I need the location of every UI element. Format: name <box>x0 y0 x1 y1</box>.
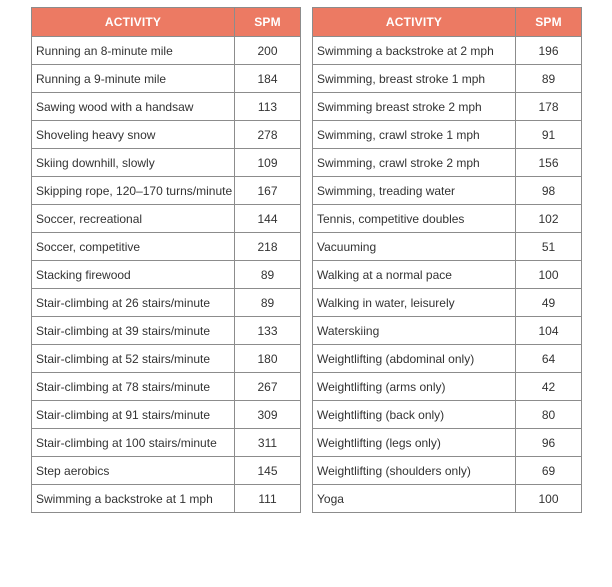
spm-cell: 167 <box>235 177 301 205</box>
spm-cell: 144 <box>235 205 301 233</box>
activity-table-right <box>312 7 582 513</box>
spm-cell: 102 <box>516 205 582 233</box>
spm-cell: 98 <box>516 177 582 205</box>
activity-cell: Stair-climbing at 100 stairs/minute <box>32 429 235 457</box>
table-row <box>32 205 301 233</box>
spm-cell: 89 <box>235 261 301 289</box>
table-row <box>313 149 582 177</box>
spm-cell: 309 <box>235 401 301 429</box>
table-row <box>313 373 582 401</box>
activity-cell: Swimming, crawl stroke 2 mph <box>313 149 516 177</box>
activity-cell: Swimming breast stroke 2 mph <box>313 93 516 121</box>
table-row <box>313 65 582 93</box>
spm-cell: 156 <box>516 149 582 177</box>
activity-cell: Waterskiing <box>313 317 516 345</box>
table-row <box>32 121 301 149</box>
table-row <box>313 429 582 457</box>
activity-cell: Weightlifting (legs only) <box>313 429 516 457</box>
activity-cell: Tennis, competitive doubles <box>313 205 516 233</box>
activity-cell: Sawing wood with a handsaw <box>32 93 235 121</box>
table-row <box>32 261 301 289</box>
activity-cell: Vacuuming <box>313 233 516 261</box>
table-row <box>32 457 301 485</box>
spm-cell: 311 <box>235 429 301 457</box>
spm-cell: 111 <box>235 485 301 513</box>
spm-cell: 184 <box>235 65 301 93</box>
table-row <box>32 429 301 457</box>
spm-cell: 267 <box>235 373 301 401</box>
activity-cell: Swimming, treading water <box>313 177 516 205</box>
activity-cell: Step aerobics <box>32 457 235 485</box>
activity-cell: Swimming a backstroke at 1 mph <box>32 485 235 513</box>
table-row <box>313 289 582 317</box>
activity-cell: Weightlifting (back only) <box>313 401 516 429</box>
spm-cell: 180 <box>235 345 301 373</box>
table-row <box>32 149 301 177</box>
activity-cell: Swimming, breast stroke 1 mph <box>313 65 516 93</box>
activity-cell: Shoveling heavy snow <box>32 121 235 149</box>
spm-cell: 89 <box>235 289 301 317</box>
activity-cell: Soccer, competitive <box>32 233 235 261</box>
activity-cell: Soccer, recreational <box>32 205 235 233</box>
activity-cell: Skiing downhill, slowly <box>32 149 235 177</box>
table-row <box>32 345 301 373</box>
activity-cell: Yoga <box>313 485 516 513</box>
spm-column-header: SPM <box>235 8 301 37</box>
table-row <box>32 233 301 261</box>
activity-cell: Walking at a normal pace <box>313 261 516 289</box>
header-row <box>32 8 301 37</box>
activity-table-left <box>31 7 301 513</box>
spm-column-header: SPM <box>516 8 582 37</box>
activity-cell: Weightlifting (shoulders only) <box>313 457 516 485</box>
table-row <box>313 177 582 205</box>
table-row <box>32 93 301 121</box>
spm-cell: 278 <box>235 121 301 149</box>
table-row <box>313 345 582 373</box>
spm-cell: 89 <box>516 65 582 93</box>
spm-cell: 80 <box>516 401 582 429</box>
spm-cell: 91 <box>516 121 582 149</box>
activity-cell: Stair-climbing at 91 stairs/minute <box>32 401 235 429</box>
spm-cell: 104 <box>516 317 582 345</box>
activity-cell: Stair-climbing at 26 stairs/minute <box>32 289 235 317</box>
table-row <box>313 401 582 429</box>
spm-cell: 200 <box>235 37 301 65</box>
table-row <box>313 93 582 121</box>
table-row <box>32 37 301 65</box>
table-row <box>32 485 301 513</box>
spm-cell: 100 <box>516 485 582 513</box>
activity-cell: Running a 9-minute mile <box>32 65 235 93</box>
header-row <box>313 8 582 37</box>
spm-cell: 100 <box>516 261 582 289</box>
spm-cell: 218 <box>235 233 301 261</box>
activity-cell: Running an 8-minute mile <box>32 37 235 65</box>
activity-cell: Swimming a backstroke at 2 mph <box>313 37 516 65</box>
table-row <box>313 485 582 513</box>
spm-cell: 133 <box>235 317 301 345</box>
spm-cell: 109 <box>235 149 301 177</box>
spm-cell: 42 <box>516 373 582 401</box>
activity-cell: Weightlifting (abdominal only) <box>313 345 516 373</box>
table-row <box>313 317 582 345</box>
table-row <box>313 457 582 485</box>
activity-cell: Walking in water, leisurely <box>313 289 516 317</box>
table-row <box>313 261 582 289</box>
activity-cell: Stair-climbing at 52 stairs/minute <box>32 345 235 373</box>
table-row <box>313 233 582 261</box>
activity-column-header: ACTIVITY <box>313 8 516 37</box>
activity-cell: Weightlifting (arms only) <box>313 373 516 401</box>
table-row <box>32 177 301 205</box>
table-row <box>313 205 582 233</box>
spm-cell: 49 <box>516 289 582 317</box>
table-row <box>32 373 301 401</box>
table-row <box>32 65 301 93</box>
activity-column-header: ACTIVITY <box>32 8 235 37</box>
activity-cell: Skipping rope, 120–170 turns/minute <box>32 177 235 205</box>
activity-cell: Stair-climbing at 78 stairs/minute <box>32 373 235 401</box>
table-row <box>32 289 301 317</box>
spm-cell: 51 <box>516 233 582 261</box>
table-row <box>32 401 301 429</box>
spm-cell: 196 <box>516 37 582 65</box>
table-row <box>313 121 582 149</box>
activity-cell: Stacking firewood <box>32 261 235 289</box>
activity-cell: Swimming, crawl stroke 1 mph <box>313 121 516 149</box>
spm-cell: 96 <box>516 429 582 457</box>
spm-cell: 178 <box>516 93 582 121</box>
spm-cell: 145 <box>235 457 301 485</box>
activity-cell: Stair-climbing at 39 stairs/minute <box>32 317 235 345</box>
spm-cell: 69 <box>516 457 582 485</box>
table-row <box>313 37 582 65</box>
spm-cell: 64 <box>516 345 582 373</box>
spm-cell: 113 <box>235 93 301 121</box>
table-row <box>32 317 301 345</box>
